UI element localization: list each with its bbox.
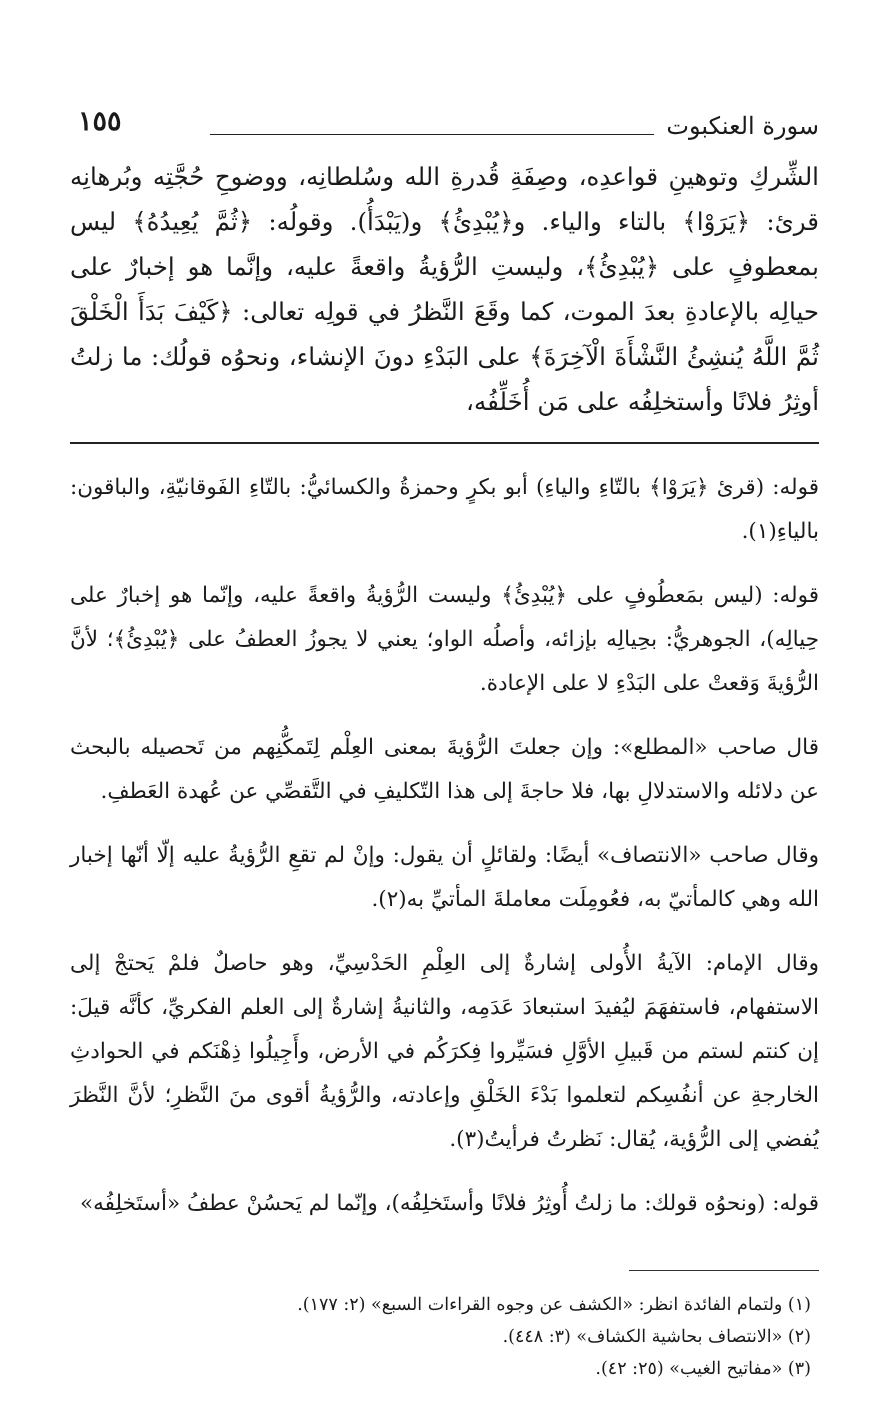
page-header <box>70 100 819 150</box>
header-rule <box>210 134 654 135</box>
footnote-rule <box>629 1270 819 1271</box>
commentary-paragraph: وقال صاحب «الانتصاف» أيضًا: ولقائلٍ أن يقول: وإنْ لم تقعِ الرُّؤيةُ عليه إلّا أنّها إخبار الله وهي كالمأتيّ به، فعُومِلَت معاملةَ المأتيِّ به(٢). <box>70 843 819 912</box>
commentary-paragraph: وقال الإمام: الآيةُ الأُولى إشارةٌ إلى العِلْمِ الحَدْسِيِّ، وهو حاصلٌ فلمْ يَحتجْ إلى الاستفهام، فاستفهَمَ ليُفيدَ استبعادَ عَدَمِه، والثانيةُ إشارةٌ إلى العلم الفكريِّ، كأنَّه قيلَ: إن كنتم لستم من قَبيلِ الأوَّلِ فسَيِّروا فِكرَكُم في الأرض، وأَجِيلُوا ذِهْنَكم في الحوادثِ الخارجةِ عن أنفُسِكم لتعلموا بَدْءَ الخَلْقِ وإعادته، والرُّؤيةُ أقوى منَ النَّظرِ؛ لأنَّ النَّظرَ يُفضي إلى الرُّؤية، يُقال: نَظرتُ فرأيتُ(٣). <box>70 951 819 1152</box>
footnote: (٣) «مفاتيح الغيب» (٢٥: ٤٢). <box>595 1359 811 1379</box>
main-text-block <box>70 154 819 424</box>
page-number: ١٥٥ <box>78 106 122 137</box>
commentary-block <box>70 466 819 1226</box>
commentary-paragraph: قوله: (ونحوُه قولك: ما زلتُ أُوثِرُ فلانًا وأستَخلِفُه)، وإنّما لم يَحسُنْ عطفُ «أستَخلِفُه» <box>79 1191 819 1216</box>
book-page <box>70 100 819 1385</box>
footnotes <box>70 1289 819 1385</box>
footnote: (١) ولتمام الفائدة انظر: «الكشف عن وجوه القراءات السبع» (٢: ١٧٧). <box>297 1295 811 1315</box>
section-divider <box>70 442 819 444</box>
main-paragraph: الشِّركِ وتوهينِ قواعدِه، وصِفَةِ قُدرةِ الله وسُلطانِه، ووضوحِ حُجَّتِه وبُرهانِه قرئ: ﴿يَرَوْا﴾ بالتاء والياء. و﴿يُبْدِئُ﴾ و(يَبْدَأُ). وقولُه: ﴿ثُمَّ يُعِيدُهُ﴾ ليس بمعطوفٍ على ﴿يُبْدِئُ﴾، وليستِ الرُّؤيةُ واقعةً عليه، وإنَّما هو إخبارٌ على حيالِه بالإعادةِ بعدَ الموت، كما وقَعَ النَّظرُ في قولِه تعالى: ﴿كَيْفَ بَدَأَ الْخَلْقَ ثُمَّ اللَّهُ يُنشِئُ النَّشْأَةَ الْآخِرَةَ﴾ على البَدْءِ دونَ الإنشاء، ونحوُه قولُك: ما زلتُ أوثِرُ فلانًا وأستخلِفُه على مَن أُخَلِّفُه، <box>70 162 819 416</box>
commentary-paragraph: قال صاحب «المطلع»: وإن جعلتَ الرُّؤيةَ بمعنى العِلْم لِتَمكُّنِهم من تَحصيله بالبحث عن دلائله والاستدلالِ بها، فلا حاجةَ إلى هذا التّكليفِ في التَّقصِّي عن عُهدة العَطفِ. <box>70 735 819 804</box>
commentary-paragraph: قوله: (ليس بمَعطُوفٍ على ﴿يُبْدِئُ﴾ وليست الرُّؤيةُ واقعةً عليه، وإنّما هو إخبارٌ على حِيالِه)، الجوهريُّ: بحِيالِه بإزائه، وأصلُه الواو؛ يعني لا يجوزُ العطفُ على ﴿يُبْدِئُ﴾؛ لأنَّ الرُّؤيةَ وَقعتْ على البَدْءِ لا على الإعادة. <box>70 583 819 696</box>
commentary-paragraph: قوله: (قرئ ﴿يَرَوْا﴾ بالتّاءِ والياءِ) أبو بكرٍ وحمزةُ والكسائيُّ: بالتّاءِ الفَوقانيّةِ، والباقون: بالياءِ(١). <box>70 475 819 544</box>
surah-title: سورة العنكبوت <box>666 112 819 140</box>
footnote: (٢) «الانتصاف بحاشية الكشاف» (٣: ٤٤٨). <box>502 1327 811 1347</box>
